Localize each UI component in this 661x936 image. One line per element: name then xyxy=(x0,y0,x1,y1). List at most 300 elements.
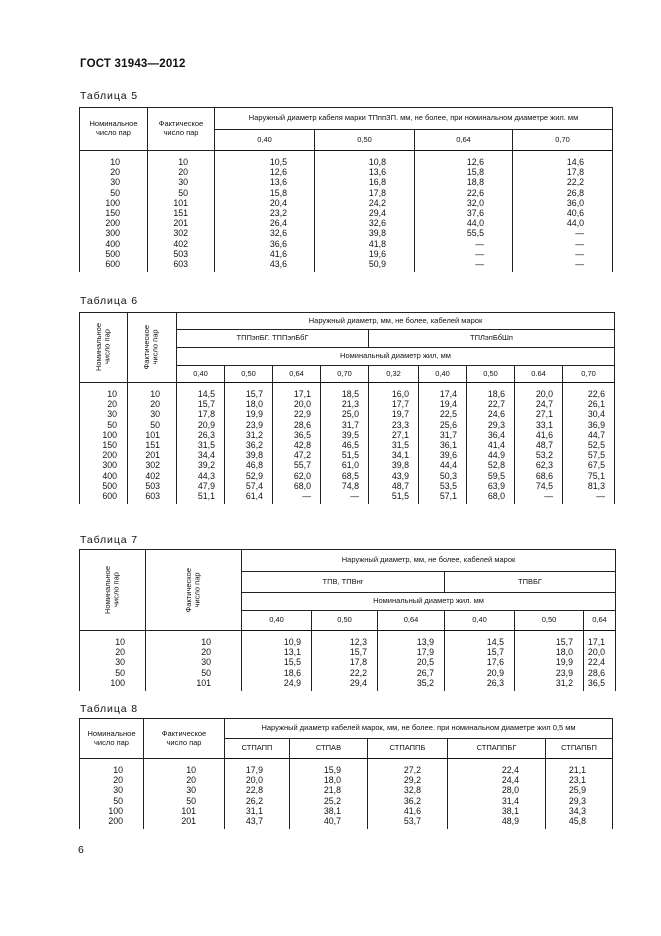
diameter-cell: 26,3 xyxy=(177,430,225,440)
diameter-cell: 32,8 xyxy=(368,785,448,795)
table5-header-diam: 0,40 xyxy=(215,130,315,151)
diameter-cell: 17,4 xyxy=(419,383,467,400)
nominal-pairs-cell: 50 xyxy=(80,668,146,678)
diameter-cell: 14,6 xyxy=(513,151,613,168)
table-row xyxy=(80,678,616,691)
table-row xyxy=(80,657,616,667)
table8-header-brand: СТПАПП xyxy=(225,739,290,759)
actual-pairs-cell: 10 xyxy=(146,631,242,648)
diameter-cell: 30,4 xyxy=(563,409,615,419)
nominal-pairs-cell: 300 xyxy=(80,228,148,238)
diameter-cell: 36,2 xyxy=(225,440,273,450)
diameter-cell: 17,9 xyxy=(378,647,445,657)
diameter-cell: 31,5 xyxy=(177,440,225,450)
diameter-cell: 19,9 xyxy=(225,409,273,419)
diameter-cell: 44,3 xyxy=(177,471,225,481)
table5-caption: Таблица 5 xyxy=(80,90,139,102)
nominal-pairs-cell: 400 xyxy=(80,471,128,481)
actual-pairs-cell: 151 xyxy=(148,208,215,218)
diameter-cell: 17,6 xyxy=(445,657,515,667)
actual-pairs-cell: 201 xyxy=(148,218,215,228)
nominal-pairs-cell: 10 xyxy=(80,383,128,400)
diameter-cell: — xyxy=(513,228,613,238)
table-row xyxy=(80,228,613,238)
diameter-cell: 44,7 xyxy=(563,430,615,440)
diameter-cell: 22,5 xyxy=(419,409,467,419)
diameter-cell: 15,5 xyxy=(242,657,312,667)
table7-header-diam: 0,40 xyxy=(445,611,515,631)
diameter-cell: 81,3 xyxy=(563,481,615,491)
diameter-cell: 55,7 xyxy=(273,460,321,470)
diameter-cell: 17,8 xyxy=(513,167,613,177)
diameter-cell: 20,9 xyxy=(445,668,515,678)
diameter-cell: 44,0 xyxy=(415,218,513,228)
diameter-cell: — xyxy=(515,491,563,504)
diameter-cell: 13,9 xyxy=(378,631,445,648)
diameter-cell: 34,3 xyxy=(546,806,613,816)
nominal-pairs-cell: 30 xyxy=(80,409,128,419)
diameter-cell: 50,3 xyxy=(419,471,467,481)
diameter-cell: 61,4 xyxy=(225,491,273,504)
diameter-cell: 10,9 xyxy=(242,631,312,648)
table-row xyxy=(80,239,613,249)
actual-pairs-cell: 20 xyxy=(146,647,242,657)
diameter-cell: 41,6 xyxy=(215,249,315,259)
table7-header-nominal: Номинальное число пар xyxy=(80,550,146,631)
actual-pairs-cell: 101 xyxy=(144,806,225,816)
diameter-cell: 18,0 xyxy=(290,775,368,785)
nominal-pairs-cell: 500 xyxy=(80,249,148,259)
diameter-cell: 35,2 xyxy=(378,678,445,691)
diameter-cell: 27,2 xyxy=(368,759,448,776)
actual-pairs-cell: 30 xyxy=(128,409,177,419)
diameter-cell: 68,0 xyxy=(467,491,515,504)
diameter-cell: 37,6 xyxy=(415,208,513,218)
actual-pairs-cell: 302 xyxy=(128,460,177,470)
table7-header-brands-1: ТПВ, ТПВнг xyxy=(242,572,445,593)
diameter-cell: 18,8 xyxy=(415,177,513,187)
table6-header-diam: 0.64 xyxy=(515,366,563,383)
actual-pairs-cell: 10 xyxy=(144,759,225,776)
diameter-cell: 46,5 xyxy=(321,440,369,450)
actual-pairs-cell: 50 xyxy=(128,420,177,430)
diameter-cell: 22,2 xyxy=(312,668,378,678)
actual-pairs-cell: 30 xyxy=(148,177,215,187)
diameter-cell: 19,9 xyxy=(515,657,584,667)
diameter-cell: 31,7 xyxy=(419,430,467,440)
diameter-cell: 39,6 xyxy=(419,450,467,460)
diameter-cell: 15,9 xyxy=(290,759,368,776)
diameter-cell: 44,4 xyxy=(419,460,467,470)
diameter-cell: 38,1 xyxy=(290,806,368,816)
diameter-cell: 12,6 xyxy=(215,167,315,177)
table-row xyxy=(80,198,613,208)
table6-header-diam: 0,50 xyxy=(225,366,273,383)
diameter-cell: — xyxy=(273,491,321,504)
table6-header-diam: 0,40 xyxy=(419,366,467,383)
diameter-cell: 19,4 xyxy=(419,399,467,409)
diameter-cell: 41,8 xyxy=(315,239,415,249)
diameter-cell: 19,6 xyxy=(315,249,415,259)
diameter-cell: 36,5 xyxy=(584,678,616,691)
diameter-cell: 25,9 xyxy=(546,785,613,795)
diameter-cell: 13,6 xyxy=(215,177,315,187)
table5-header-nominal: Номинальное число пар xyxy=(80,108,148,151)
nominal-pairs-cell: 100 xyxy=(80,430,128,440)
table6-header-diam: 0,32 xyxy=(369,366,419,383)
table6-header-nominal: Номинальное число пар xyxy=(80,313,128,383)
actual-pairs-cell: 101 xyxy=(128,430,177,440)
table-row xyxy=(80,491,615,504)
table7-header-group: Наружный диаметр, мм, не более, кабелей марок xyxy=(242,550,616,572)
diameter-cell: 61,0 xyxy=(321,460,369,470)
diameter-cell: 68,0 xyxy=(273,481,321,491)
diameter-cell: 23,9 xyxy=(225,420,273,430)
table-row xyxy=(80,383,615,400)
diameter-cell: 39,8 xyxy=(315,228,415,238)
diameter-cell: 17,8 xyxy=(312,657,378,667)
diameter-cell: 74,5 xyxy=(515,481,563,491)
diameter-cell: 39,8 xyxy=(369,460,419,470)
table-row xyxy=(80,167,613,177)
table-row xyxy=(80,816,613,829)
diameter-cell: — xyxy=(321,491,369,504)
diameter-cell: 31,5 xyxy=(369,440,419,450)
diameter-cell: 40,7 xyxy=(290,816,368,829)
diameter-cell: 39,5 xyxy=(321,430,369,440)
table8-header-brand: СТПАПБП xyxy=(546,739,613,759)
diameter-cell: 22,7 xyxy=(467,399,515,409)
table5-header-diam: 0,64 xyxy=(415,130,513,151)
diameter-cell: 23,1 xyxy=(546,775,613,785)
diameter-cell: 68,5 xyxy=(321,471,369,481)
nominal-pairs-cell: 200 xyxy=(80,450,128,460)
diameter-cell: — xyxy=(513,239,613,249)
diameter-cell: 15,7 xyxy=(312,647,378,657)
nominal-pairs-cell: 10 xyxy=(80,151,148,168)
actual-pairs-cell: 10 xyxy=(148,151,215,168)
diameter-cell: 39,8 xyxy=(225,450,273,460)
diameter-cell: 48,7 xyxy=(369,481,419,491)
nominal-pairs-cell: 200 xyxy=(80,218,148,228)
diameter-cell: 25,2 xyxy=(290,796,368,806)
diameter-cell: 57,5 xyxy=(563,450,615,460)
actual-pairs-cell: 50 xyxy=(146,668,242,678)
table7-caption: Таблица 7 xyxy=(80,534,139,546)
table8-header-brand: СТПАППБ xyxy=(368,739,448,759)
table6-header-diam: 0,70 xyxy=(563,366,615,383)
diameter-cell: 14,5 xyxy=(445,631,515,648)
table8-header-actual: Фактическое число пар xyxy=(144,719,225,759)
table-row xyxy=(80,796,613,806)
diameter-cell: 20,9 xyxy=(177,420,225,430)
table7-header-diam: 0,50 xyxy=(515,611,584,631)
diameter-cell: 59,5 xyxy=(467,471,515,481)
nominal-pairs-cell: 20 xyxy=(80,167,148,177)
actual-pairs-cell: 101 xyxy=(146,678,242,691)
table-row xyxy=(80,208,613,218)
diameter-cell: 22,6 xyxy=(415,188,513,198)
diameter-cell: 55,5 xyxy=(415,228,513,238)
diameter-cell: 53,2 xyxy=(515,450,563,460)
diameter-cell: 16,0 xyxy=(369,383,419,400)
nominal-pairs-cell: 600 xyxy=(80,491,128,504)
diameter-cell: 68,6 xyxy=(515,471,563,481)
table7-header-sub: Номинальный диаметр жил. мм xyxy=(242,593,616,611)
actual-pairs-cell: 402 xyxy=(128,471,177,481)
diameter-cell: 29,4 xyxy=(315,208,415,218)
actual-pairs-cell: 50 xyxy=(148,188,215,198)
diameter-cell: 74,8 xyxy=(321,481,369,491)
diameter-cell: 10,5 xyxy=(215,151,315,168)
table6-header-brands-1: ТППэпБГ. ТППэпБбГ xyxy=(177,330,369,348)
diameter-cell: 22,6 xyxy=(563,383,615,400)
table-row xyxy=(80,440,615,450)
diameter-cell: 36,2 xyxy=(368,796,448,806)
diameter-cell: 47,9 xyxy=(177,481,225,491)
diameter-cell: 43,7 xyxy=(225,816,290,829)
actual-pairs-cell: 503 xyxy=(128,481,177,491)
diameter-cell: 15,7 xyxy=(515,631,584,648)
diameter-cell: 26,3 xyxy=(445,678,515,691)
diameter-cell: 41,6 xyxy=(515,430,563,440)
diameter-cell: 51,5 xyxy=(369,491,419,504)
document-header: ГОСТ 31943—2012 xyxy=(80,58,186,70)
table6 xyxy=(79,312,615,504)
table6-header-group: Наружный диаметр, мм, не более, кабелей марок xyxy=(177,313,615,330)
diameter-cell: 22,4 xyxy=(584,657,616,667)
page-number: 6 xyxy=(78,844,84,856)
table-row xyxy=(80,151,613,168)
diameter-cell: 18,6 xyxy=(467,383,515,400)
diameter-cell: 12,3 xyxy=(312,631,378,648)
nominal-pairs-cell: 200 xyxy=(80,816,144,829)
diameter-cell: 20,0 xyxy=(584,647,616,657)
diameter-cell: 26,7 xyxy=(378,668,445,678)
diameter-cell: 17,1 xyxy=(584,631,616,648)
diameter-cell: 26,4 xyxy=(215,218,315,228)
diameter-cell: 52,5 xyxy=(563,440,615,450)
diameter-cell: 17,9 xyxy=(225,759,290,776)
diameter-cell: 24,9 xyxy=(242,678,312,691)
diameter-cell: 13,6 xyxy=(315,167,415,177)
table5-header-diam: 0,50 xyxy=(315,130,415,151)
table-row xyxy=(80,481,615,491)
diameter-cell: 32,6 xyxy=(215,228,315,238)
diameter-cell: 29,3 xyxy=(467,420,515,430)
diameter-cell: 48,7 xyxy=(515,440,563,450)
diameter-cell: 31,1 xyxy=(225,806,290,816)
nominal-pairs-cell: 20 xyxy=(80,775,144,785)
table6-header-brands-2: ТПЛэпБбШп xyxy=(369,330,615,348)
diameter-cell: 34,1 xyxy=(369,450,419,460)
nominal-pairs-cell: 150 xyxy=(80,440,128,450)
actual-pairs-cell: 30 xyxy=(146,657,242,667)
diameter-cell: 67,5 xyxy=(563,460,615,470)
nominal-pairs-cell: 30 xyxy=(80,785,144,795)
diameter-cell: 22,4 xyxy=(448,759,546,776)
actual-pairs-cell: 201 xyxy=(128,450,177,460)
actual-pairs-cell: 101 xyxy=(148,198,215,208)
diameter-cell: 45,8 xyxy=(546,816,613,829)
table-row xyxy=(80,218,613,228)
table-row xyxy=(80,399,615,409)
diameter-cell: 28,6 xyxy=(273,420,321,430)
actual-pairs-cell: 151 xyxy=(128,440,177,450)
table-row xyxy=(80,460,615,470)
diameter-cell: 22,2 xyxy=(513,177,613,187)
diameter-cell: 32,6 xyxy=(315,218,415,228)
nominal-pairs-cell: 100 xyxy=(80,806,144,816)
table6-header-diam: 0,64 xyxy=(273,366,321,383)
diameter-cell: 44,9 xyxy=(467,450,515,460)
table8-header-nominal: Номинальное число пар xyxy=(80,719,144,759)
diameter-cell: 13,1 xyxy=(242,647,312,657)
diameter-cell: 40,6 xyxy=(513,208,613,218)
diameter-cell: 48,9 xyxy=(448,816,546,829)
table-row xyxy=(80,631,616,648)
diameter-cell: 17,1 xyxy=(273,383,321,400)
table5 xyxy=(79,107,613,272)
diameter-cell: 20,4 xyxy=(215,198,315,208)
diameter-cell: — xyxy=(513,249,613,259)
table6-header-sub: Номинальный диаметр жил, мм xyxy=(177,348,615,366)
nominal-pairs-cell: 50 xyxy=(80,188,148,198)
diameter-cell: 10,8 xyxy=(315,151,415,168)
table-row xyxy=(80,259,613,272)
diameter-cell: 34,4 xyxy=(177,450,225,460)
table7-header-actual: Фактическое число пар xyxy=(146,550,242,631)
diameter-cell: 47,2 xyxy=(273,450,321,460)
table8-caption: Таблица 8 xyxy=(80,703,139,715)
diameter-cell: — xyxy=(563,491,615,504)
table5-header-diam: 0,70 xyxy=(513,130,613,151)
nominal-pairs-cell: 500 xyxy=(80,481,128,491)
diameter-cell: 31,7 xyxy=(321,420,369,430)
diameter-cell: 41,6 xyxy=(368,806,448,816)
diameter-cell: 24,2 xyxy=(315,198,415,208)
diameter-cell: 36,9 xyxy=(563,420,615,430)
nominal-pairs-cell: 30 xyxy=(80,177,148,187)
diameter-cell: 50,9 xyxy=(315,259,415,272)
diameter-cell: 31,4 xyxy=(448,796,546,806)
table6-header-actual: Фактическое число пар xyxy=(128,313,177,383)
diameter-cell: 14,5 xyxy=(177,383,225,400)
table-row xyxy=(80,249,613,259)
diameter-cell: 21,3 xyxy=(321,399,369,409)
diameter-cell: 44,0 xyxy=(513,218,613,228)
nominal-pairs-cell: 10 xyxy=(80,759,144,776)
diameter-cell: 43,6 xyxy=(215,259,315,272)
diameter-cell: 18,0 xyxy=(515,647,584,657)
diameter-cell: 23,3 xyxy=(369,420,419,430)
actual-pairs-cell: 20 xyxy=(128,399,177,409)
diameter-cell: 32,0 xyxy=(415,198,513,208)
diameter-cell: 51,1 xyxy=(177,491,225,504)
table5-header-group: Наружный диаметр кабеля марки ТПппЗП. мм, не более, при номинальном диаметре жил. мм xyxy=(215,108,613,130)
actual-pairs-cell: 402 xyxy=(148,239,215,249)
table-row xyxy=(80,806,613,816)
nominal-pairs-cell: 100 xyxy=(80,198,148,208)
diameter-cell: 26,8 xyxy=(513,188,613,198)
diameter-cell: 20,0 xyxy=(515,383,563,400)
nominal-pairs-cell: 30 xyxy=(80,657,146,667)
table-row xyxy=(80,430,615,440)
table8 xyxy=(79,718,613,829)
diameter-cell: 18,5 xyxy=(321,383,369,400)
diameter-cell: 21,8 xyxy=(290,785,368,795)
diameter-cell: 17,7 xyxy=(369,399,419,409)
diameter-cell: 28,0 xyxy=(448,785,546,795)
diameter-cell: 15,7 xyxy=(445,647,515,657)
nominal-pairs-cell: 20 xyxy=(80,647,146,657)
diameter-cell: 57,1 xyxy=(419,491,467,504)
actual-pairs-cell: 503 xyxy=(148,249,215,259)
table7-header-diam: 0,64 xyxy=(584,611,616,631)
diameter-cell: 24,4 xyxy=(448,775,546,785)
table-row xyxy=(80,668,616,678)
diameter-cell: 25,0 xyxy=(321,409,369,419)
diameter-cell: 22,8 xyxy=(225,785,290,795)
diameter-cell: 53,7 xyxy=(368,816,448,829)
diameter-cell: 17,8 xyxy=(315,188,415,198)
table8-header-group: Наружный диаметр кабелей марок, мм, не более. при номинальном диаметре жил 0,5 мм xyxy=(225,719,613,739)
table7-header-diam: 0,40 xyxy=(242,611,312,631)
diameter-cell: 29,3 xyxy=(546,796,613,806)
diameter-cell: 62,3 xyxy=(515,460,563,470)
diameter-cell: 51,5 xyxy=(321,450,369,460)
diameter-cell: 75,1 xyxy=(563,471,615,481)
nominal-pairs-cell: 300 xyxy=(80,460,128,470)
table-row xyxy=(80,471,615,481)
diameter-cell: 27,1 xyxy=(515,409,563,419)
diameter-cell: 41,4 xyxy=(467,440,515,450)
table-row xyxy=(80,775,613,785)
diameter-cell: 52,9 xyxy=(225,471,273,481)
actual-pairs-cell: 10 xyxy=(128,383,177,400)
nominal-pairs-cell: 400 xyxy=(80,239,148,249)
table5-header-actual: Фактическое число пар xyxy=(148,108,215,151)
table8-header-brand: СТПАППБГ xyxy=(448,739,546,759)
table6-header-diam: 0,40 xyxy=(177,366,225,383)
table7 xyxy=(79,549,616,691)
table7-header-diam: 0,50 xyxy=(312,611,378,631)
table-row xyxy=(80,450,615,460)
diameter-cell: 39,2 xyxy=(177,460,225,470)
table-row xyxy=(80,188,613,198)
diameter-cell: 17,8 xyxy=(177,409,225,419)
diameter-cell: 53,5 xyxy=(419,481,467,491)
table-row xyxy=(80,420,615,430)
diameter-cell: 20,0 xyxy=(225,775,290,785)
diameter-cell: 22,9 xyxy=(273,409,321,419)
diameter-cell: 23,9 xyxy=(515,668,584,678)
diameter-cell: 62,0 xyxy=(273,471,321,481)
diameter-cell: 38,1 xyxy=(448,806,546,816)
table-row xyxy=(80,177,613,187)
table-row xyxy=(80,647,616,657)
nominal-pairs-cell: 20 xyxy=(80,399,128,409)
nominal-pairs-cell: 600 xyxy=(80,259,148,272)
diameter-cell: 18,6 xyxy=(242,668,312,678)
diameter-cell: 36,1 xyxy=(419,440,467,450)
table-row xyxy=(80,759,613,776)
diameter-cell: 24,7 xyxy=(515,399,563,409)
nominal-pairs-cell: 100 xyxy=(80,678,146,691)
table6-caption: Таблица 6 xyxy=(80,295,139,307)
diameter-cell: 20,0 xyxy=(273,399,321,409)
table6-header-diam: 0,70 xyxy=(321,366,369,383)
